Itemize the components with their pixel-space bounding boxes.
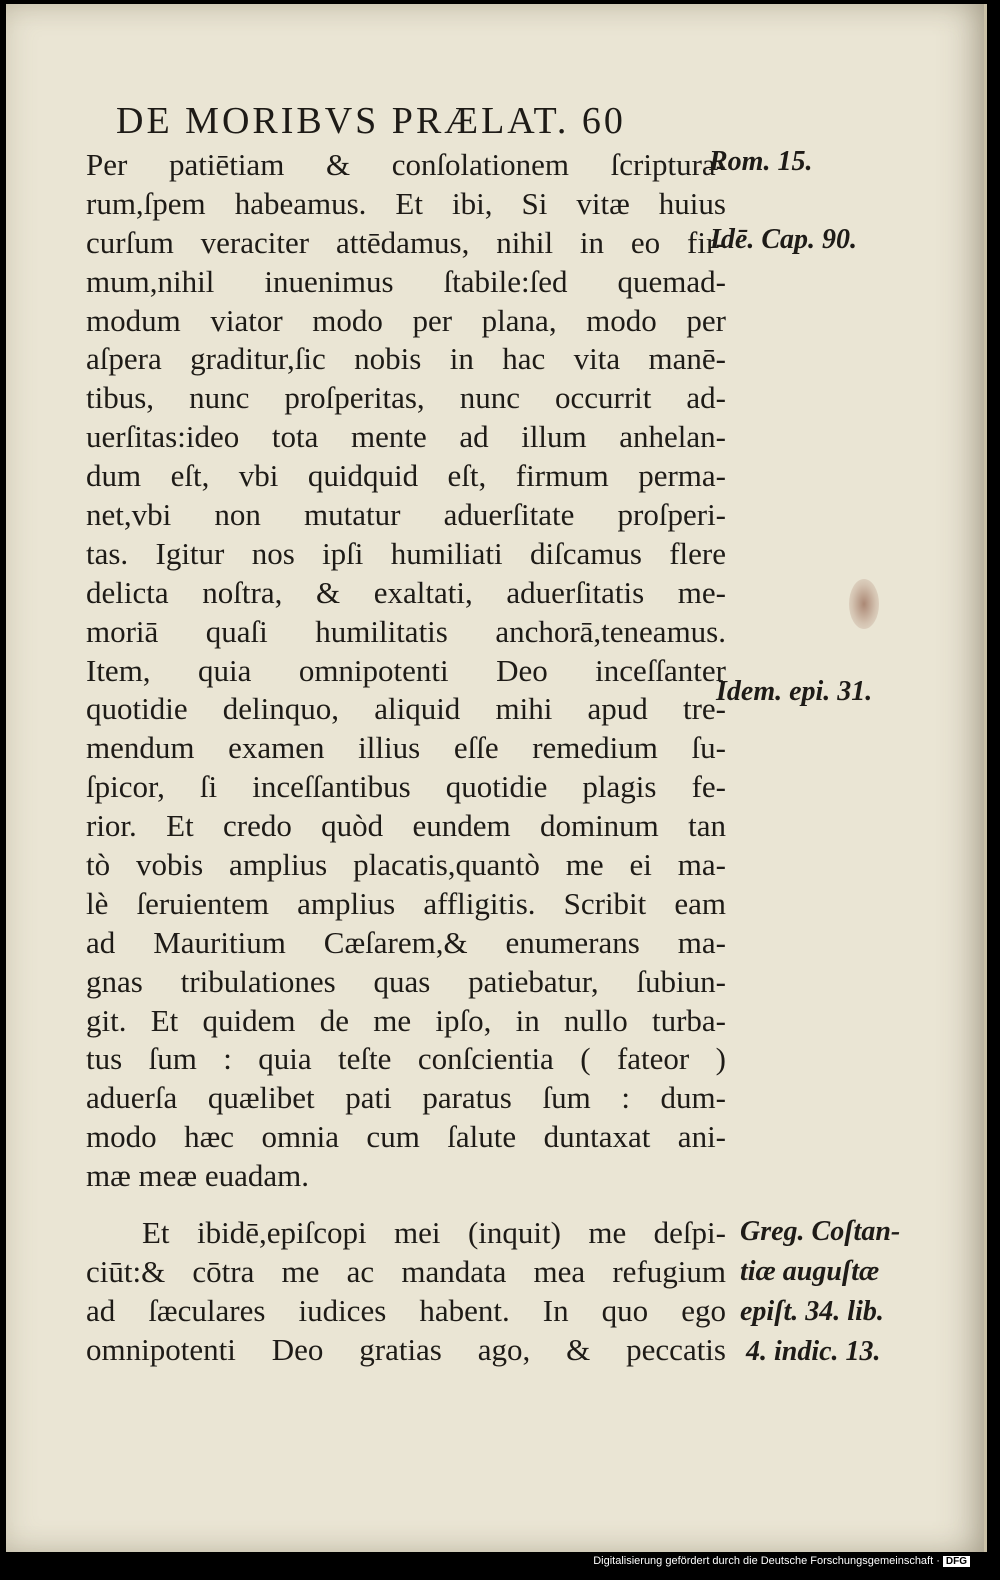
text-line: ſpicor, ſi inceſſantibus quotidie plagis fe- (86, 769, 726, 805)
digitization-credit (593, 1555, 970, 1567)
text-line: uerſitas:ideo tota mente ad illum anhelan- (86, 419, 726, 455)
margin-note: tiæ auguſtæ (740, 1256, 880, 1287)
text-line: mum,nihil inuenimus ſtabile:ſed quemad- (86, 263, 726, 299)
text-line: moriā quaſi humilitatis anchorā,teneamus. (86, 613, 726, 649)
text-line: aſpera graditur,ſic nobis in hac vita manē- (86, 341, 726, 377)
running-header: DE MORIBVS PRÆLAT. 60 (116, 100, 626, 142)
paper-stain (849, 579, 879, 629)
text-line: mendum examen illius eſſe remedium ſu- (86, 730, 726, 766)
text-line: curſum veraciter attēdamus, nihil in eo fir- (86, 224, 726, 260)
text-line: rum,ſpem habeamus. Et ibi, Si vitæ huius (86, 185, 726, 221)
text-line: lè ſeruientem amplius affligitis. Scribit eam (86, 885, 726, 921)
text-line: omnipotenti Deo gratias ago, & peccatis (86, 1331, 726, 1367)
text-line: tò vobis amplius placatis,quantò me ei ma- (86, 847, 726, 883)
text-line: mæ meæ euadam. (86, 1158, 309, 1194)
book-page (6, 4, 987, 1552)
text-line: rior. Et credo quòd eundem dominum tan (86, 808, 726, 844)
margin-note: epiſt. 34. lib. (740, 1296, 884, 1327)
text-line: ad ſæculares iudices habent. In quo ego (86, 1292, 726, 1328)
margin-note: Idem. epi. 31. (716, 676, 873, 707)
text-line: ciūt:& cōtra me ac mandata mea refugium (86, 1253, 726, 1289)
margin-note: Greg. Coſtan- (740, 1216, 901, 1247)
margin-note: Rom. 15. (709, 146, 813, 177)
margin-note: 4. indic. 13. (746, 1336, 881, 1367)
text-line: quotidie delinquo, aliquid mihi apud tre- (86, 691, 726, 727)
text-line: modum viator modo per plana, modo per (86, 302, 726, 338)
text-line: Et ibidē,epiſcopi mei (inquit) me deſpi- (142, 1215, 726, 1251)
text-line: dum eſt, vbi quidquid eſt, firmum perma- (86, 458, 726, 494)
paragraph-gap (86, 1196, 726, 1214)
credit-text: Digitalisierung gefördert durch die Deutsche Forschungsgemeinschaft · (593, 1555, 940, 1567)
margin-note: Idē. Cap. 90. (710, 224, 857, 255)
dfg-logo: DFG (943, 1556, 970, 1567)
text-line: Item, quia omnipotenti Deo inceſſanter (86, 652, 726, 688)
text-line: tus ſum : quia teſte conſcientia ( fateor ) (86, 1041, 726, 1077)
text-line: tibus, nunc proſperitas, nunc occurrit ad- (86, 380, 726, 416)
text-line: git. Et quidem de me ipſo, in nullo turba- (86, 1002, 726, 1038)
text-line: gnas tribulationes quas patiebatur, ſubiun- (86, 963, 726, 999)
main-text (86, 146, 726, 1370)
text-line: net,vbi non mutatur aduerſitate proſperi- (86, 497, 726, 533)
text-line: delicta noſtra, & exaltati, aduerſitatis me- (86, 574, 726, 610)
text-line: aduerſa quælibet pati paratus ſum : dum- (86, 1080, 726, 1116)
text-line: Per patiētiam & conſolationem ſcriptura- (86, 147, 726, 182)
text-line: modo hæc omnia cum ſalute duntaxat ani- (86, 1119, 726, 1155)
text-line: tas. Igitur nos ipſi humiliati diſcamus flere (86, 535, 726, 571)
text-line: ad Mauritium Cæſarem,& enumerans ma- (86, 924, 726, 960)
